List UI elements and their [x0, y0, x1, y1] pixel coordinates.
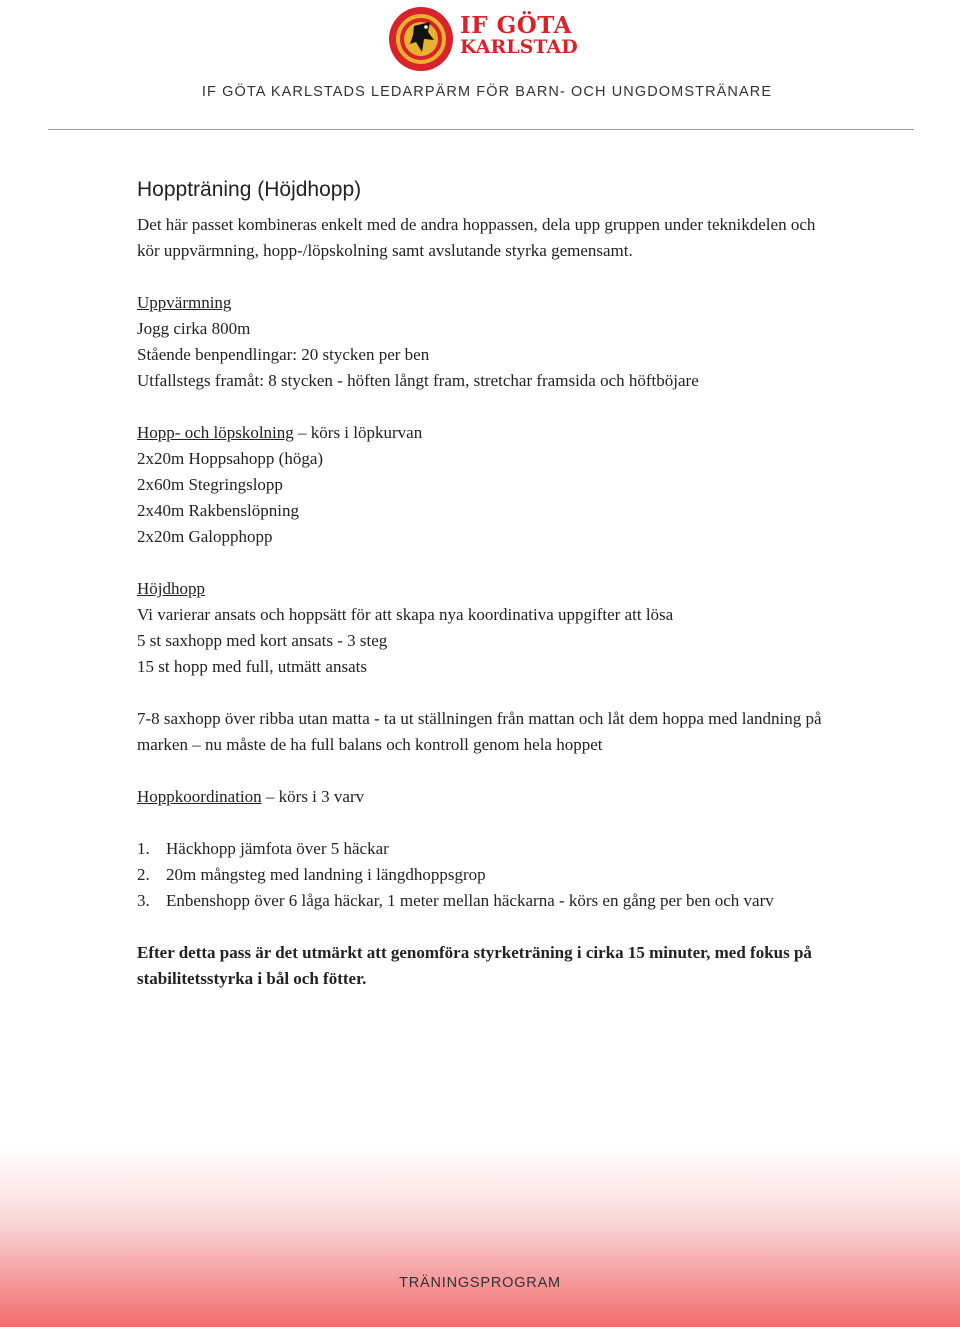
list-item [137, 862, 837, 888]
drill-line: 2x20m Galopphopp [137, 527, 273, 546]
drill-line: 2x60m Stegringslopp [137, 475, 283, 494]
club-logo [388, 6, 588, 72]
coordination-heading-row [137, 784, 837, 810]
document-body [137, 176, 837, 992]
highjump-line: 15 st hopp med full, utmätt ansats [137, 657, 367, 676]
list-item [137, 888, 837, 914]
highjump-line: 5 st saxhopp med kort ansats - 3 steg [137, 631, 388, 650]
page-title: Hoppträning (Höjdhopp) [137, 178, 362, 201]
intro-paragraph: Det här passet kombineras enkelt med de andra hoppassen, dela upp gruppen under teknikdelen och kör uppvärmning, hopp-/löpskolning samt avslutande styrka gemensamt. [137, 215, 816, 260]
warmup-line: Stående benpendlingar: 20 stycken per ben [137, 345, 430, 364]
drills-section [137, 420, 837, 550]
highjump-line: Vi varierar ansats och hoppsätt för att skapa nya koordinativa uppgifter att lösa [137, 605, 674, 624]
warmup-heading: Uppvärmning [137, 293, 232, 312]
highjump-extra: 7-8 saxhopp över ribba utan matta - ta ut ställningen från mattan och låt dem hoppa med landning på marken – nu måste de ha full balans och kontroll genom hela hoppet [137, 709, 822, 754]
logo-wordmark [460, 14, 578, 57]
list-item-text: Enbenshopp över 6 låga häckar, 1 meter mellan häckarna - körs en gång per ben och varv [166, 891, 774, 910]
coordination-list [137, 836, 837, 914]
drills-heading-row [137, 420, 837, 446]
list-item-number: 3. [137, 891, 150, 910]
drill-line: 2x20m Hoppsahopp (höga) [137, 449, 324, 468]
warmup-line: Jogg cirka 800m [137, 319, 251, 338]
footer-label: TRÄNINGSPROGRAM [399, 1275, 561, 1291]
club-emblem-icon [388, 6, 454, 72]
drills-note: – körs i löpkurvan [293, 423, 423, 442]
footer-band [0, 1147, 960, 1327]
coordination-note: – körs i 3 varv [261, 787, 365, 806]
highjump-heading: Höjdhopp [137, 579, 205, 598]
list-item-text: 20m mångsteg med landning i längdhoppsgrop [166, 865, 486, 884]
list-item-text: Häckhopp jämfota över 5 häckar [166, 839, 389, 858]
highjump-section [137, 576, 837, 680]
logo-line-1: IF GÖTA [460, 12, 572, 39]
coordination-heading: Hoppkoordination [137, 787, 262, 806]
closing-note: Efter detta pass är det utmärkt att genomföra styrketräning i cirka 15 minuter, med fokus på stabilitetsstyrka i bål och fötter. [137, 943, 812, 988]
warmup-section [137, 290, 837, 394]
list-item-number: 2. [137, 865, 150, 884]
list-item-number: 1. [137, 839, 150, 858]
warmup-line: Utfallstegs framåt: 8 stycken - höften långt fram, stretchar framsida och höftböjare [137, 371, 699, 390]
logo-line-2: KARLSTAD [460, 36, 578, 58]
drill-line: 2x40m Rakbenslöpning [137, 501, 299, 520]
list-item [137, 836, 837, 862]
header-divider [48, 129, 914, 130]
header-subtitle: IF GÖTA KARLSTADS LEDARPÄRM FÖR BARN- OCH UNGDOMSTRÄNARE [201, 84, 773, 100]
drills-heading: Hopp- och löpskolning [137, 423, 294, 442]
